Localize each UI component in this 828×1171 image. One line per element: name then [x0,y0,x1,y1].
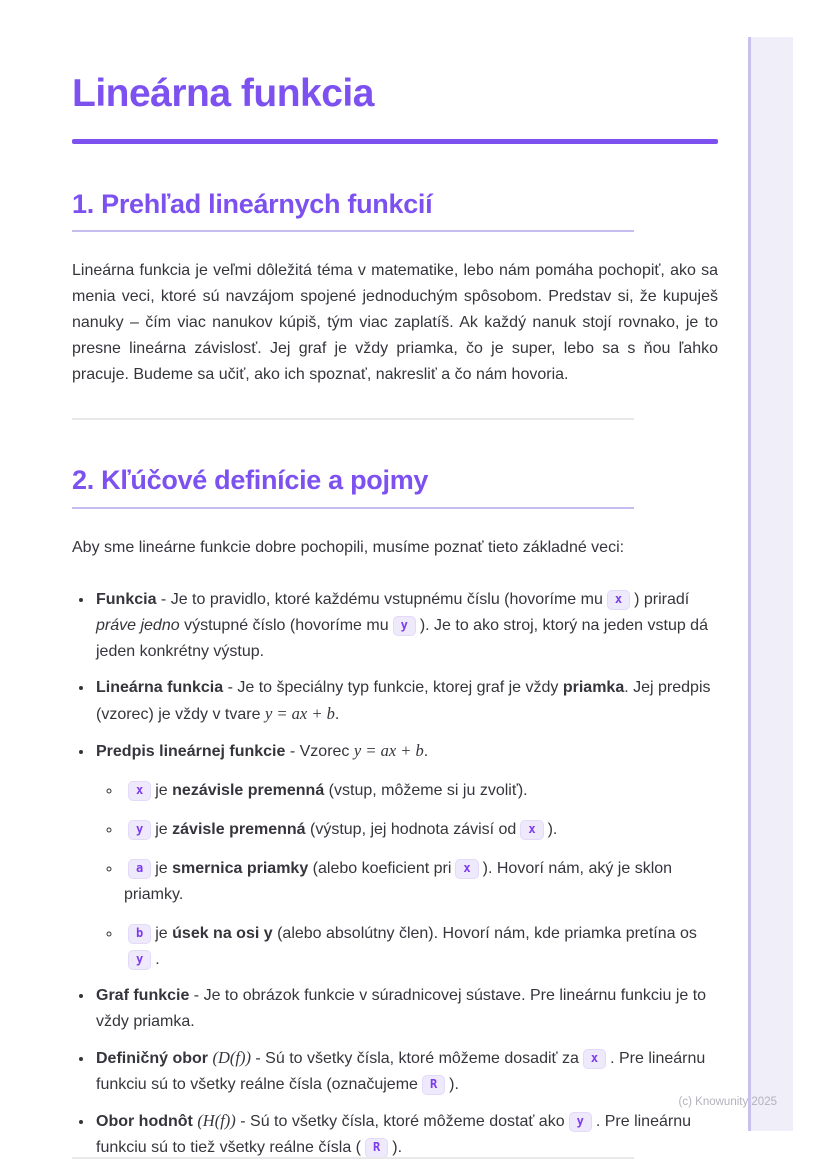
sub-list-item [122,856,718,908]
text-run: - Vzorec [285,742,354,760]
section-divider [72,418,634,420]
text-run: . [155,950,160,968]
text-run: je [155,924,173,942]
document-content [72,0,718,1161]
list-item [94,587,718,665]
math-expression: y = ax + b [353,740,424,760]
math-expression: (D(f)) [212,1047,251,1067]
inline-code-badge: y [569,1112,592,1133]
text-run: Aby sme lineárne funkcie dobre pochopili, musíme poznať tieto základné veci: [72,538,625,556]
inline-code-badge: y [393,616,416,637]
text-run: ). Hovorí nám, aký je sklon priamky. [124,859,673,903]
inline-code-badge: y [128,950,151,971]
math-expression: (H(f)) [197,1110,236,1130]
list-item [94,675,718,728]
text-run: - Je to pravidlo, ktoré každému vstupnému číslu (hovoríme mu [156,590,603,608]
inline-code-badge: a [128,859,151,880]
section-heading-overview: 1. Prehľad lineárnych funkcií [72,188,634,232]
page-title: Lineárna funkcia [72,72,374,115]
notebook-binding-stripe [748,37,793,1131]
title-rule [72,139,718,144]
inline-code-badge: x [583,1049,606,1070]
sub-list-item [122,778,718,804]
text-run: Lineárna funkcia je veľmi dôležitá téma v matematike, lebo nám pomáha pochopiť, ako sa menia veci, ktoré sú navzájom spojené jednoduchým spôsobom. Predstav si, že kupuješ nanuky – čím viac nanukov kúpiš, tým viac zaplatíš. Ak každý nanuk stojí rovnako, je to presne lineárna závislosť. Jej graf je vždy priamka, čo je super, lebo sa s ňou ľahko pracuje. Budeme sa učiť, ako ich spoznať, nakresliť a čo nám hovoria. [72,262,718,384]
text-run: - Je to špeciálny typ funkcie, ktorej graf je vždy [223,678,563,696]
list-item [94,1045,718,1098]
bold-term: Obor hodnôt [96,1112,193,1130]
inline-code-badge: b [128,924,151,945]
bold-term: smernica priamky [172,859,309,877]
text-run: (alebo absolútny člen). Hovorí nám, kde priamka pretína os [272,924,697,942]
section-definitions [72,464,718,1160]
sub-list-item [122,921,718,973]
bold-term: priamka [562,678,625,696]
inline-code-badge: y [128,820,151,841]
text-run: je [155,859,173,877]
text-run: . [334,705,340,723]
text-run: výstupné číslo (hovoríme mu [179,616,389,634]
definitions-intro [72,535,718,561]
inline-code-badge: R [365,1138,388,1159]
text-run: - Je to obrázok funkcie v súradnicovej sústave. Pre lineárnu funkciu je to vždy priamka. [96,986,707,1030]
inline-code-badge: R [422,1075,445,1096]
text-run: (alebo koeficient pri [308,859,452,877]
inline-code-badge: x [607,590,630,611]
text-run: - Sú to všetky čísla, ktoré môžeme dostať ako [235,1112,565,1130]
text-run: ). Je to ako stroj, ktorý na jeden vstup dá jeden konkrétny výstup. [96,616,708,660]
text-run: ). [392,1138,403,1156]
footer-credit: (c) Knowunity 2025 [678,1096,777,1108]
bold-term: Predpis lineárnej funkcie [96,742,286,760]
bold-term: Lineárna funkcia [96,678,224,696]
bold-term: Funkcia [96,590,157,608]
inline-code-badge: x [520,820,543,841]
text-run: - Sú to všetky čísla, ktoré môžeme dosadiť za [250,1049,579,1067]
bold-term: Graf funkcie [96,986,190,1004]
text-run: . Pre lineárnu funkciu sú to tiež všetky reálne čísla ( [96,1112,691,1156]
text-run: . Jej predpis (vzorec) je vždy v tvare [96,678,711,723]
math-expression: y = ax + b [264,703,335,723]
italic-text: práve jedno [96,616,180,634]
inline-code-badge: x [455,859,478,880]
sub-list-item [122,817,718,843]
bold-term: Definičný obor [96,1049,209,1067]
section-overview [72,188,718,388]
definitions-list [72,587,718,1161]
list-item [94,1108,718,1161]
bold-term: závisle premenná [172,820,306,838]
list-item [94,738,718,973]
sub-list [96,778,718,973]
text-run: je [155,820,173,838]
text-run: . Pre lineárnu funkciu sú to všetky reálne čísla (označujeme [96,1049,706,1093]
bottom-divider [72,1157,634,1159]
text-run: (výstup, jej hodnota závisí od [305,820,517,838]
text-run: ) priradí [634,590,690,608]
text-run: je [155,781,173,799]
text-run: . [423,742,429,760]
section-heading-definitions: 2. Kľúčové definície a pojmy [72,464,634,508]
bold-term: nezávisle premenná [172,781,325,799]
text-run: ). [449,1075,459,1093]
list-item [94,983,718,1035]
text-run: (vstup, môžeme si ju zvoliť). [324,781,528,799]
text-run: ). [547,820,558,838]
overview-paragraph [72,258,718,388]
bold-term: úsek na osi y [172,924,273,942]
inline-code-badge: x [128,781,151,802]
